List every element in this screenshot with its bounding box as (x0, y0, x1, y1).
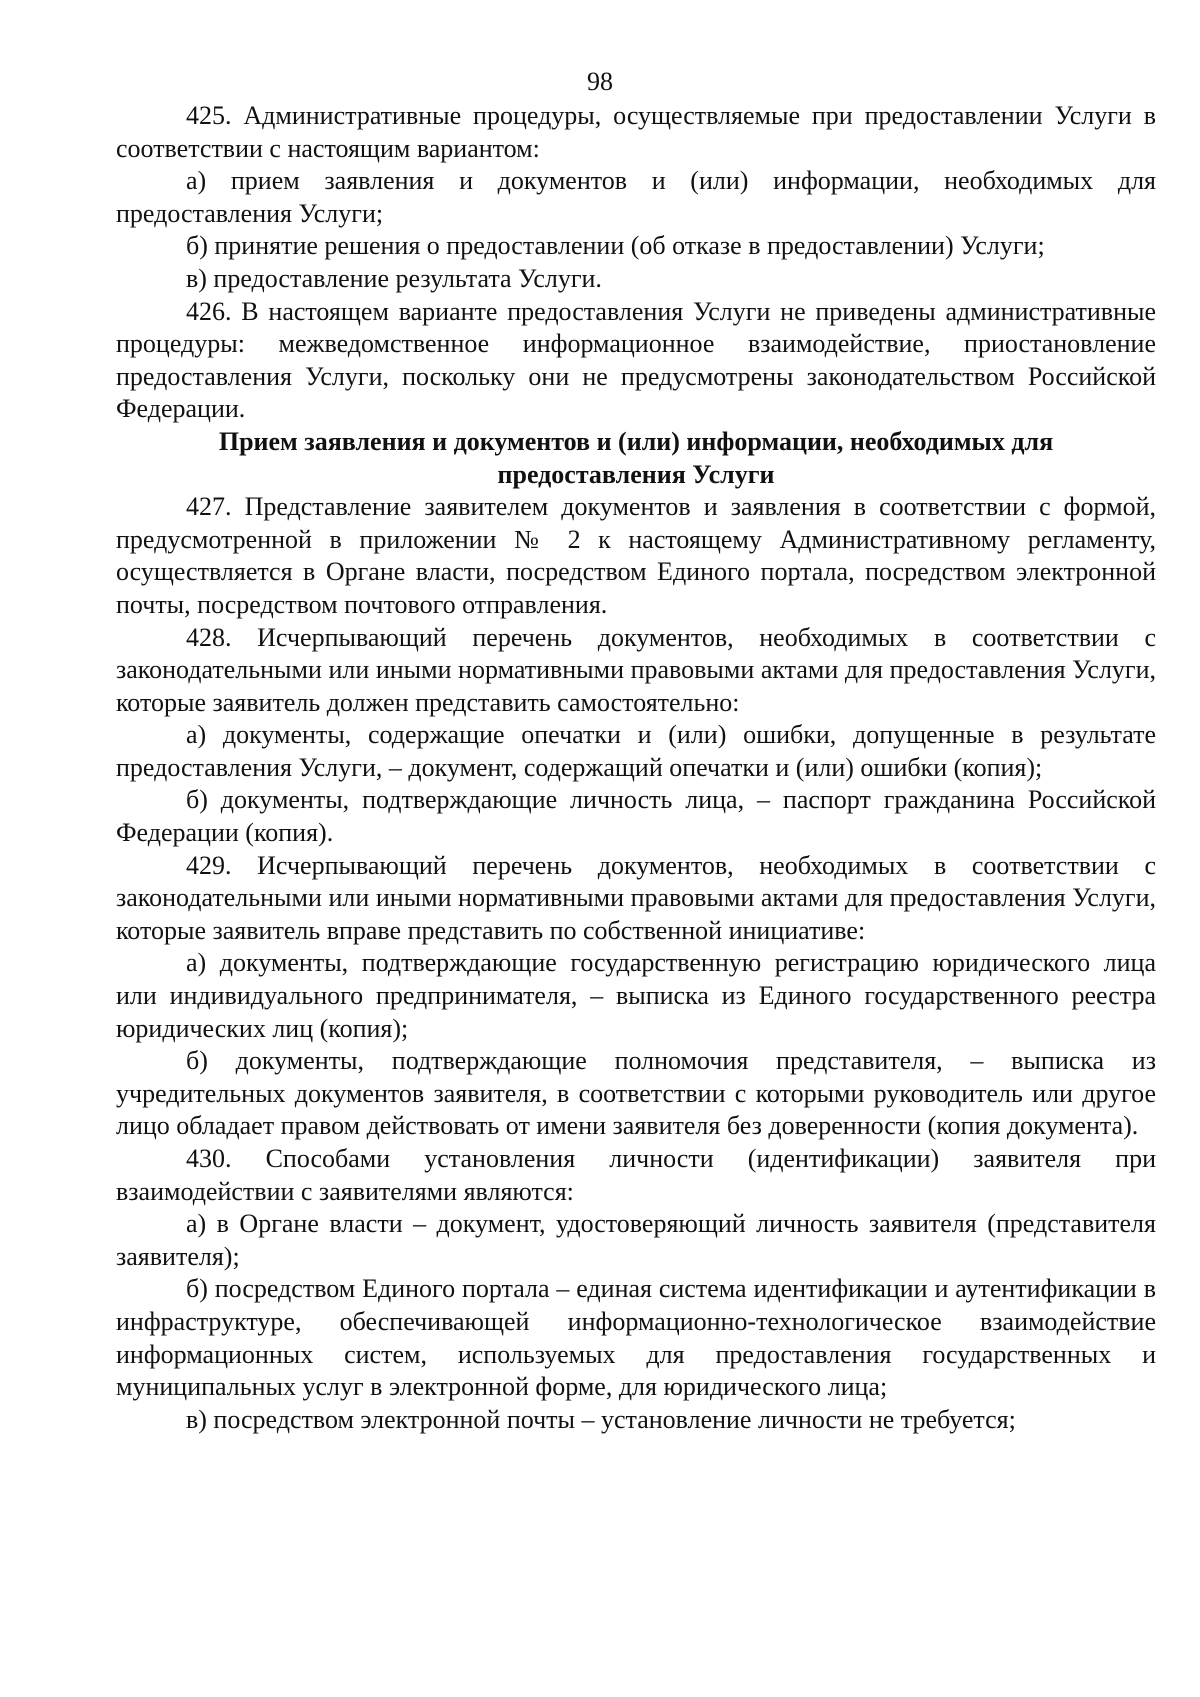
paragraph-426: 426. В настоящем варианте предоставления Услуги не приведены административные процедуры: межведомственное информационное взаимодействие, приостановление предоставления Услуги, поскольку они не предусмотрены законодательством Российской Федерации. (116, 296, 1156, 424)
paragraph-425-b: б) принятие решения о предоставлении (об отказе в предоставлении) Услуги; (186, 231, 1045, 261)
paragraph-428-a: а) документы, содержащие опечатки и (или) ошибки, допущенные в результате предоставления Услуги, – документ, содержащий опечатки и (или) ошибки (копия); (116, 720, 1156, 782)
paragraph-425-a: а) прием заявления и документов и (или) информации, необходимых для предоставления Услуги; (116, 166, 1156, 228)
paragraph-429: 429. Исчерпывающий перечень документов, необходимых в соответствии с законодательными или иными нормативными правовыми актами для предоставления Услуги, которые заявитель вправе представить по собственной инициативе: (116, 850, 1156, 945)
section-heading: Прием заявления и документов и (или) информации, необходимых для предоставления Услуги (218, 426, 1054, 489)
paragraph-430-b: б) посредством Единого портала – единая система идентификации и аутентификации в инфраструктуре, обеспечивающей информационно-технологическое взаимодействие информационных систем, используемых для предоставления государственных и муниципальных услуг в электронной форме, для юридического лица; (116, 1274, 1156, 1402)
paragraph-425-v: в) предоставление результата Услуги. (186, 263, 602, 293)
paragraph-425: 425. Административные процедуры, осуществляемые при предоставлении Услуги в соответствии с настоящим вариантом: (116, 101, 1156, 163)
paragraph-428-b: б) документы, подтверждающие личность лица, – паспорт гражданина Российской Федерации (копия). (116, 785, 1156, 848)
paragraph-428: 428. Исчерпывающий перечень документов, необходимых в соответствии с законодательными или иными нормативными правовыми актами для предоставления Услуги, которые заявитель должен представить самостоятельно: (116, 622, 1156, 717)
paragraph-430-a: а) в Органе власти – документ, удостоверяющий личность заявителя (представителя заявителя); (116, 1209, 1156, 1271)
paragraph-430: 430. Способами установления личности (идентификации) заявителя при взаимодействии с заявителями являются: (116, 1144, 1156, 1206)
paragraph-430-v: в) посредством электронной почты – установление личности не требуется; (186, 1404, 1016, 1434)
page-number: 98 (587, 67, 613, 96)
paragraph-429-b: б) документы, подтверждающие полномочия представителя, – выписка из учредительных документов заявителя, в соответствии с которыми руководитель или другое лицо обладает правом действовать от имени заявителя без доверенности (копия документа). (116, 1046, 1156, 1141)
paragraph-427: 427. Представление заявителем документов и заявления в соответствии с формой, предусмотренной в приложении № 2 к настоящему Административному регламенту, осуществляется в Органе власти, посредством Единого портала, посредством электронной почты, посредством почтового отправления. (116, 492, 1156, 619)
paragraph-429-a: а) документы, подтверждающие государственную регистрацию юридического лица или индивидуального предпринимателя, – выписка из Единого государственного реестра юридических лиц (копия); (116, 948, 1156, 1043)
document-body (116, 100, 1156, 1436)
